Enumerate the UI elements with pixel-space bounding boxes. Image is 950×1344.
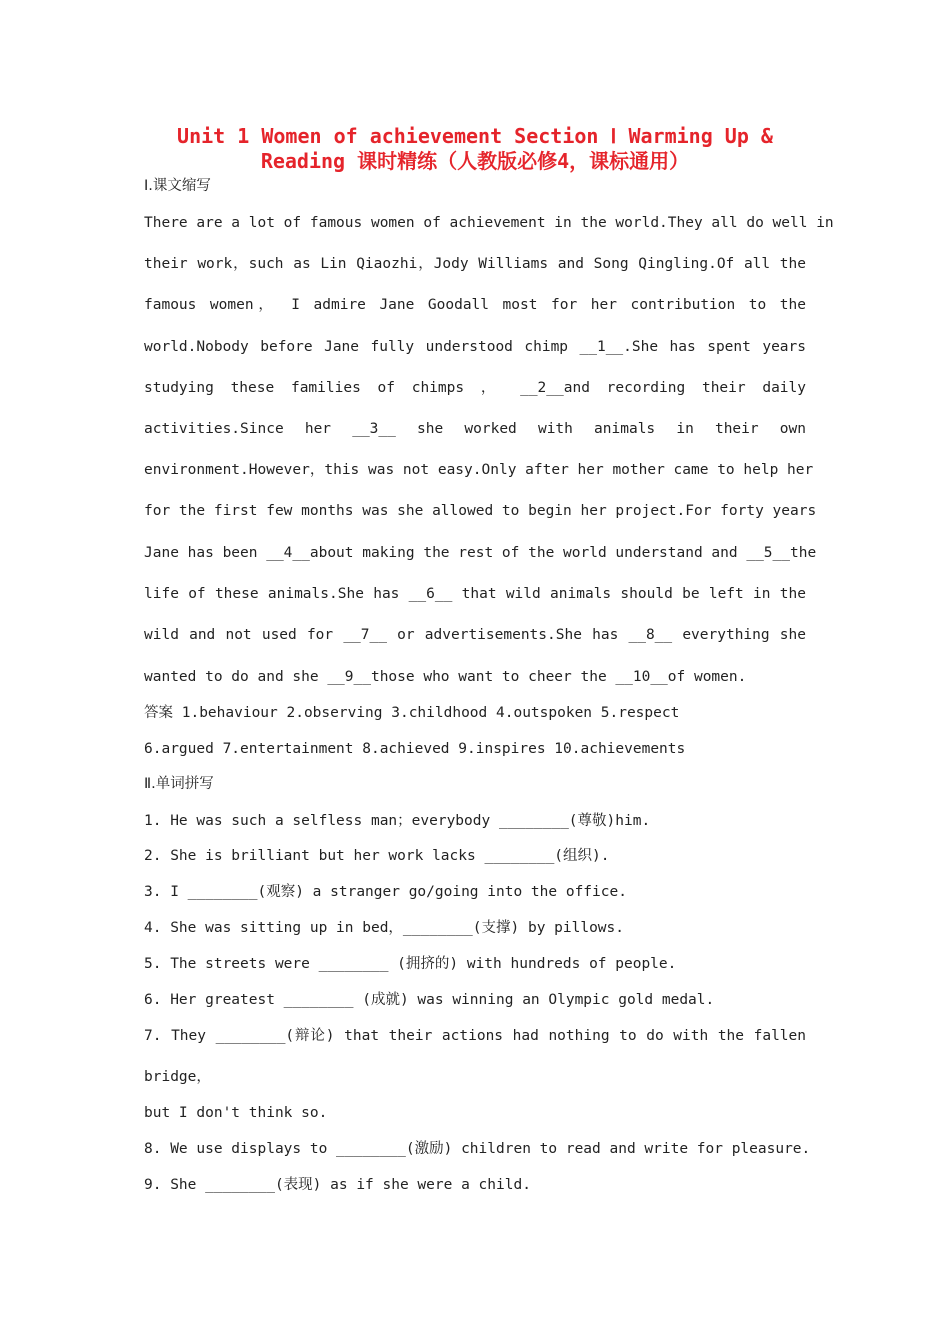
passage-line: studying these families of chimps ， __2__and recording their daily	[144, 380, 806, 396]
exercise-item: 5. The streets were ________ (拥挤的) with hundreds of people.	[144, 956, 677, 972]
passage-line: wanted to do and she __9__those who want to cheer the __10__of women.	[144, 669, 747, 685]
exercise-item-continuation: bridge，	[144, 1069, 211, 1085]
passage-line: their work，such as Lin Qiaozhi，Jody Williams and Song Qingling.Of all the	[144, 256, 806, 272]
answer-line: 答案 1.behaviour 2.observing 3.childhood 4.outspoken 5.respect	[144, 705, 680, 721]
exercise-item: 9. She ________(表现) as if she were a child.	[144, 1177, 531, 1193]
passage-line: world.Nobody before Jane fully understood chimp __1__.She has spent years	[144, 339, 806, 355]
exercise-item: 3. I ________(观察) a stranger go/going into the office.	[144, 884, 627, 900]
passage-line: life of these animals.She has __6__ that wild animals should be left in the	[144, 586, 806, 602]
exercise-item: 2. She is brilliant but her work lacks ________(组织).	[144, 848, 610, 864]
exercise-item: 1. He was such a selfless man；everybody ________(尊敬)him.	[144, 813, 651, 829]
passage-line: There are a lot of famous women of achievement in the world.They all do well in	[144, 215, 834, 231]
passage-line: environment.However，this was not easy.Only after her mother came to help her	[144, 462, 814, 478]
passage-line: Jane has been __4__about making the rest of the world understand and __5__the	[144, 545, 817, 561]
section-2-heading: Ⅱ.单词拼写	[144, 776, 214, 792]
passage-line: wild and not used for __7__ or advertisements.She has __8__ everything she	[144, 627, 806, 643]
exercise-item: 7. They ________(辩论) that their actions had nothing to do with the fallen	[144, 1028, 806, 1044]
exercise-item: 4. She was sitting up in bed，________(支撑) by pillows.	[144, 920, 624, 936]
passage-line: activities.Since her __3__ she worked with animals in their own	[144, 421, 806, 437]
exercise-item-continuation: but I don't think so.	[144, 1105, 328, 1121]
document-title	[140, 124, 810, 174]
section-1-heading: Ⅰ.课文缩写	[144, 178, 211, 194]
exercise-item: 8. We use displays to ________(激励) children to read and write for pleasure.	[144, 1141, 811, 1157]
answer-line: 6.argued 7.entertainment 8.achieved 9.inspires 10.achievements	[144, 741, 686, 757]
passage-line: for the first few months was she allowed to begin her project.For forty years	[144, 503, 817, 519]
passage-line: famous women， I admire Jane Goodall most for her contribution to the	[144, 297, 806, 313]
title-line-2: Reading 课时精练（人教版必修4，课标通用）	[260, 149, 690, 173]
title-line-1: Unit 1 Women of achievement Section Ⅰ Warming Up &	[177, 124, 773, 148]
exercise-item: 6. Her greatest ________ (成就) was winning an Olympic gold medal.	[144, 992, 715, 1008]
